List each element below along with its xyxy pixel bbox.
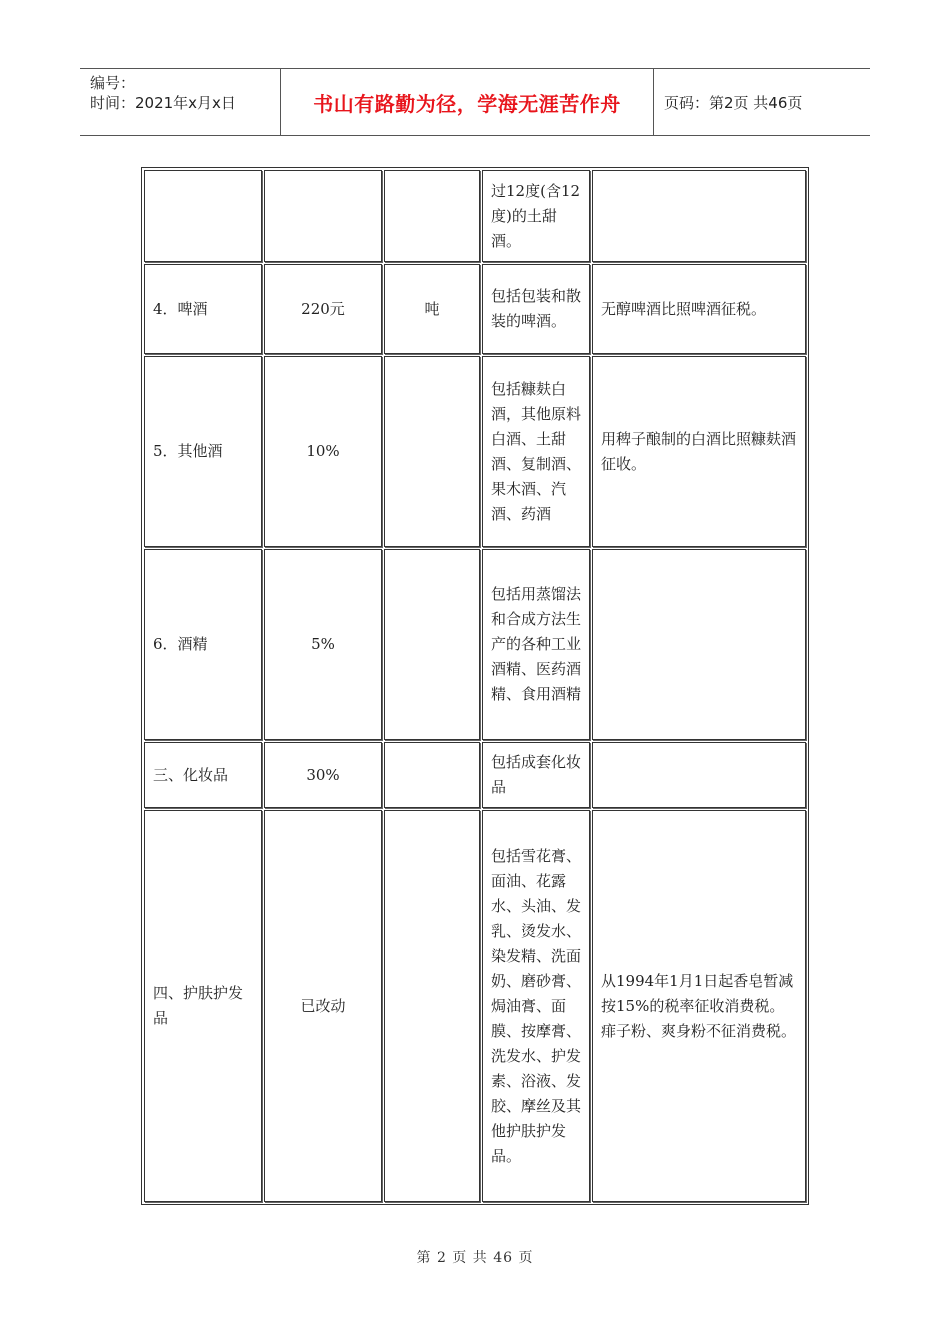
tax-rate <box>264 170 382 262</box>
item-name: 四、护肤护发品 <box>144 810 262 1202</box>
tax-note <box>592 742 806 808</box>
page-footer: 第 2 页 共 46 页 <box>416 1250 534 1266</box>
tax-note: 无醇啤酒比照啤酒征税。 <box>592 264 806 354</box>
tax-note: 用稗子酿制的白酒比照糠麸酒征收。 <box>592 356 806 547</box>
item-name: 三、化妆品 <box>144 742 262 808</box>
table-row <box>144 742 806 808</box>
tax-scope: 包括成套化妆品 <box>482 742 590 808</box>
table-row <box>144 356 806 547</box>
tax-scope: 过12度(含12度)的土甜酒。 <box>482 170 590 262</box>
table-row <box>144 170 806 262</box>
tax-unit <box>384 810 480 1202</box>
item-name <box>144 170 262 262</box>
tax-table <box>141 167 809 1205</box>
tax-scope: 包括包装和散装的啤酒。 <box>482 264 590 354</box>
tax-scope: 包括雪花膏、面油、花露水、头油、发乳、烫发水、染发精、洗面奶、磨砂膏、焗油膏、面膜、按摩膏、洗发水、护发素、浴液、发胶、摩丝及其他护肤护发品。 <box>482 810 590 1202</box>
header-motto: 书山有路勤为径，学海无涯苦作舟 <box>281 69 654 135</box>
tax-rate: 已改动 <box>264 810 382 1202</box>
table-row <box>144 264 806 354</box>
tax-unit <box>384 170 480 262</box>
item-name: 4．啤酒 <box>144 264 262 354</box>
tax-scope: 包括用蒸馏法和合成方法生产的各种工业酒精、医药酒精、食用酒精 <box>482 549 590 740</box>
tax-note <box>592 549 806 740</box>
page-header <box>80 68 870 136</box>
item-name: 6．酒精 <box>144 549 262 740</box>
tax-rate: 30% <box>264 742 382 808</box>
tax-rate: 5% <box>264 549 382 740</box>
tax-unit <box>384 549 480 740</box>
tax-unit <box>384 356 480 547</box>
tax-scope: 包括糠麸白酒，其他原料白酒、土甜酒、复制酒、果木酒、汽酒、药酒 <box>482 356 590 547</box>
table-row <box>144 549 806 740</box>
tax-rate: 10% <box>264 356 382 547</box>
tax-rate: 220元 <box>264 264 382 354</box>
number-label: 编号： <box>90 74 136 92</box>
tax-unit: 吨 <box>384 264 480 354</box>
tax-note <box>592 170 806 262</box>
item-name: 5．其他酒 <box>144 356 262 547</box>
tax-note: 从1994年1月1日起香皂暂减按15%的税率征收消费税。痱子粉、爽身粉不征消费税。 <box>592 810 806 1202</box>
time-label: 时间：2021年x月x日 <box>90 94 236 112</box>
table-row <box>144 810 806 1202</box>
tax-unit <box>384 742 480 808</box>
header-meta <box>80 69 281 135</box>
header-page-info: 页码：第2页 共46页 <box>664 93 803 112</box>
